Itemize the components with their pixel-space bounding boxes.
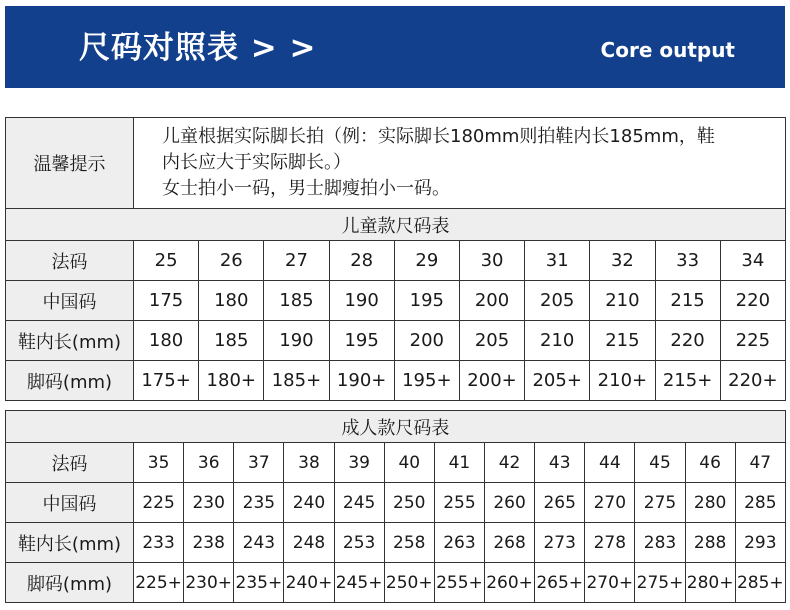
table-cell: 38 bbox=[284, 443, 334, 483]
table-cell: 280+ bbox=[685, 563, 735, 603]
table-cell: 175+ bbox=[134, 361, 199, 401]
table-cell: 265 bbox=[535, 483, 585, 523]
table-cell: 40 bbox=[384, 443, 434, 483]
table-cell: 215 bbox=[590, 321, 655, 361]
table-cell: 285+ bbox=[735, 563, 785, 603]
table-cell: 245+ bbox=[334, 563, 384, 603]
table-cell: 195 bbox=[394, 281, 459, 321]
table-cell: 255 bbox=[434, 483, 484, 523]
tip-label: 温馨提示 bbox=[6, 118, 134, 209]
table-cell: 250+ bbox=[384, 563, 434, 603]
table-row bbox=[6, 321, 786, 361]
table-cell: 280 bbox=[685, 483, 735, 523]
table-cell: 36 bbox=[184, 443, 234, 483]
table-cell: 46 bbox=[685, 443, 735, 483]
table-cell: 44 bbox=[585, 443, 635, 483]
table-cell: 195 bbox=[329, 321, 394, 361]
table-cell: 283 bbox=[635, 523, 685, 563]
kids-size-table bbox=[5, 117, 786, 401]
table-cell: 260 bbox=[484, 483, 534, 523]
adult-size-table bbox=[5, 410, 786, 603]
row-label: 鞋内长(mm) bbox=[6, 321, 134, 361]
table-cell: 270+ bbox=[585, 563, 635, 603]
table-cell: 215+ bbox=[655, 361, 720, 401]
table-cell: 200 bbox=[394, 321, 459, 361]
table-cell: 230+ bbox=[184, 563, 234, 603]
row-label: 中国码 bbox=[6, 281, 134, 321]
table-row bbox=[6, 563, 786, 603]
kids-table-body bbox=[6, 241, 786, 401]
table-cell: 293 bbox=[735, 523, 785, 563]
table-row bbox=[6, 361, 786, 401]
table-cell: 41 bbox=[434, 443, 484, 483]
table-cell: 273 bbox=[535, 523, 585, 563]
table-cell: 243 bbox=[234, 523, 284, 563]
table-cell: 190 bbox=[329, 281, 394, 321]
table-cell: 42 bbox=[484, 443, 534, 483]
table-cell: 205 bbox=[525, 281, 590, 321]
page-title: 尺码对照表 > > bbox=[79, 30, 317, 66]
table-cell: 45 bbox=[635, 443, 685, 483]
table-cell: 26 bbox=[199, 241, 264, 281]
tip-text bbox=[134, 118, 786, 209]
table-cell: 248 bbox=[284, 523, 334, 563]
table-cell: 25 bbox=[134, 241, 199, 281]
table-cell: 220 bbox=[720, 281, 785, 321]
table-cell: 47 bbox=[735, 443, 785, 483]
table-cell: 263 bbox=[434, 523, 484, 563]
table-cell: 180 bbox=[134, 321, 199, 361]
tip-line: 女士拍小一码，男士脚瘦拍小一码。 bbox=[162, 178, 450, 199]
table-cell: 33 bbox=[655, 241, 720, 281]
table-cell: 268 bbox=[484, 523, 534, 563]
table-cell: 200 bbox=[459, 281, 524, 321]
table-cell: 225 bbox=[134, 483, 184, 523]
table-cell: 215 bbox=[655, 281, 720, 321]
table-row bbox=[6, 281, 786, 321]
table-cell: 32 bbox=[590, 241, 655, 281]
table-cell: 180 bbox=[199, 281, 264, 321]
table-cell: 205+ bbox=[525, 361, 590, 401]
table-row bbox=[6, 443, 786, 483]
table-cell: 195+ bbox=[394, 361, 459, 401]
table-cell: 39 bbox=[334, 443, 384, 483]
row-label: 中国码 bbox=[6, 483, 134, 523]
table-cell: 255+ bbox=[434, 563, 484, 603]
table-cell: 230 bbox=[184, 483, 234, 523]
table-cell: 210 bbox=[525, 321, 590, 361]
table-cell: 258 bbox=[384, 523, 434, 563]
table-cell: 235 bbox=[234, 483, 284, 523]
table-cell: 220 bbox=[655, 321, 720, 361]
table-cell: 30 bbox=[459, 241, 524, 281]
table-cell: 34 bbox=[720, 241, 785, 281]
table-cell: 31 bbox=[525, 241, 590, 281]
table-row bbox=[6, 241, 786, 281]
table-cell: 185+ bbox=[264, 361, 329, 401]
table-cell: 250 bbox=[384, 483, 434, 523]
row-label: 鞋内长(mm) bbox=[6, 523, 134, 563]
table-cell: 285 bbox=[735, 483, 785, 523]
table-cell: 240 bbox=[284, 483, 334, 523]
table-cell: 225+ bbox=[134, 563, 184, 603]
table-cell: 235+ bbox=[234, 563, 284, 603]
table-cell: 205 bbox=[459, 321, 524, 361]
kids-table-title: 儿童款尺码表 bbox=[6, 209, 786, 241]
adult-table-title: 成人款尺码表 bbox=[6, 411, 786, 443]
brand-subtitle: Core output bbox=[600, 38, 735, 62]
row-label: 法码 bbox=[6, 443, 134, 483]
row-label: 脚码(mm) bbox=[6, 563, 134, 603]
tip-row bbox=[6, 118, 786, 209]
table-cell: 265+ bbox=[535, 563, 585, 603]
table-cell: 260+ bbox=[484, 563, 534, 603]
table-cell: 210+ bbox=[590, 361, 655, 401]
tip-line: 儿童根据实际脚长拍（例：实际脚长180mm则拍鞋内长185mm，鞋 bbox=[162, 126, 715, 147]
table-cell: 253 bbox=[334, 523, 384, 563]
table-cell: 190+ bbox=[329, 361, 394, 401]
table-cell: 190 bbox=[264, 321, 329, 361]
table-cell: 185 bbox=[199, 321, 264, 361]
table-row bbox=[6, 483, 786, 523]
table-cell: 278 bbox=[585, 523, 635, 563]
table-row bbox=[6, 523, 786, 563]
row-label: 法码 bbox=[6, 241, 134, 281]
table-cell: 275 bbox=[635, 483, 685, 523]
table-cell: 175 bbox=[134, 281, 199, 321]
table-cell: 27 bbox=[264, 241, 329, 281]
table-cell: 200+ bbox=[459, 361, 524, 401]
table-cell: 220+ bbox=[720, 361, 785, 401]
kids-table-title-row bbox=[6, 209, 786, 241]
table-cell: 37 bbox=[234, 443, 284, 483]
table-cell: 28 bbox=[329, 241, 394, 281]
table-cell: 180+ bbox=[199, 361, 264, 401]
table-cell: 288 bbox=[685, 523, 735, 563]
row-label: 脚码(mm) bbox=[6, 361, 134, 401]
table-cell: 29 bbox=[394, 241, 459, 281]
table-cell: 270 bbox=[585, 483, 635, 523]
table-cell: 185 bbox=[264, 281, 329, 321]
adult-table-title-row bbox=[6, 411, 786, 443]
table-cell: 35 bbox=[134, 443, 184, 483]
table-cell: 245 bbox=[334, 483, 384, 523]
tip-line: 内长应大于实际脚长。） bbox=[162, 152, 351, 173]
table-cell: 275+ bbox=[635, 563, 685, 603]
adult-table-body bbox=[6, 443, 786, 603]
header-banner bbox=[5, 6, 785, 88]
table-cell: 43 bbox=[535, 443, 585, 483]
table-cell: 210 bbox=[590, 281, 655, 321]
table-cell: 225 bbox=[720, 321, 785, 361]
table-cell: 233 bbox=[134, 523, 184, 563]
table-cell: 238 bbox=[184, 523, 234, 563]
table-cell: 240+ bbox=[284, 563, 334, 603]
